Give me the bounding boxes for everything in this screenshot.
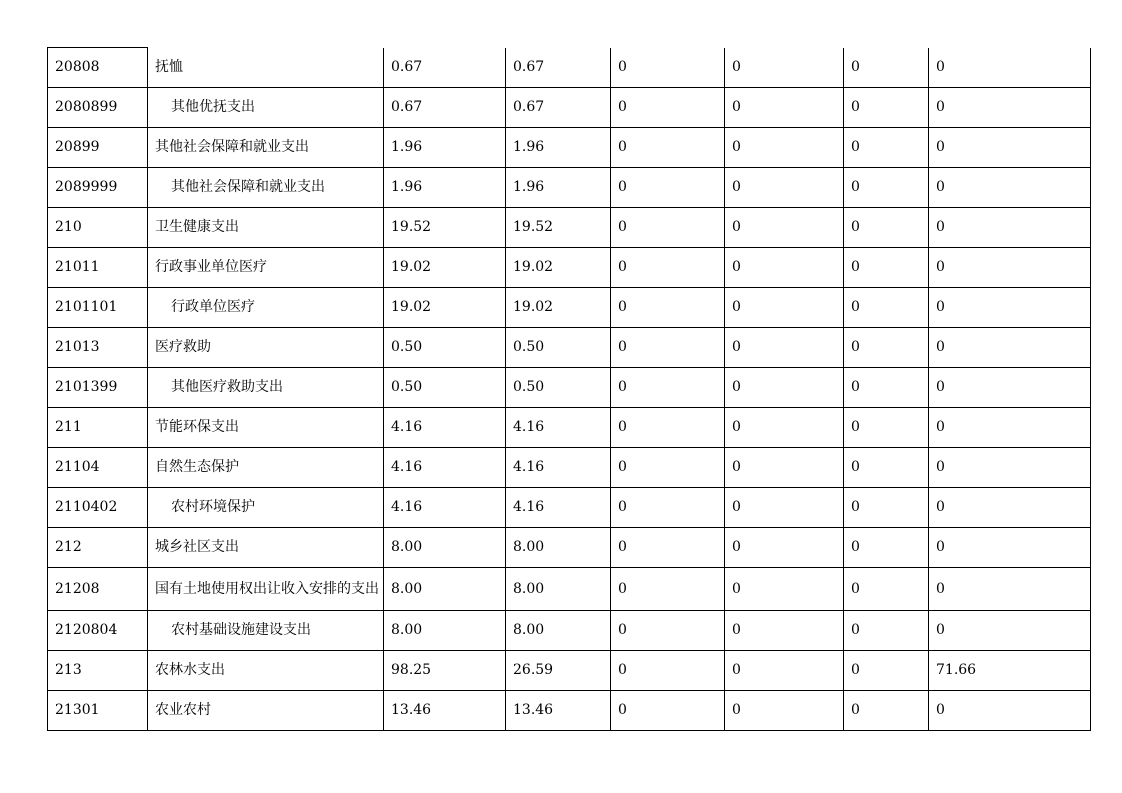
- table-row: [48, 368, 1091, 408]
- amount-cell: 0: [725, 568, 844, 611]
- amount-cell: 8.00: [506, 528, 611, 568]
- function-code-cell: 2080899: [48, 88, 148, 128]
- amount-cell: 0: [929, 368, 1091, 408]
- amount-cell: 0.50: [506, 368, 611, 408]
- table-row: [48, 691, 1091, 731]
- function-code-cell: 21301: [48, 691, 148, 731]
- amount-cell: 0.50: [506, 328, 611, 368]
- amount-cell: 0: [725, 611, 844, 651]
- function-name-cell: 其他医疗救助支出: [148, 368, 384, 408]
- amount-cell: 8.00: [506, 611, 611, 651]
- amount-cell: 0: [725, 288, 844, 328]
- amount-cell: 0: [929, 88, 1091, 128]
- table-row: [48, 328, 1091, 368]
- table-row: [48, 88, 1091, 128]
- function-code-cell: 212: [48, 528, 148, 568]
- amount-cell: 0: [929, 611, 1091, 651]
- amount-cell: 0: [611, 408, 725, 448]
- amount-cell: 0: [844, 208, 929, 248]
- function-name-cell: 其他社会保障和就业支出: [148, 168, 384, 208]
- amount-cell: 0: [725, 48, 844, 88]
- table-row: [48, 568, 1091, 611]
- amount-cell: 1.96: [506, 128, 611, 168]
- amount-cell: 0: [725, 691, 844, 731]
- amount-cell: 0: [725, 488, 844, 528]
- amount-cell: 8.00: [506, 568, 611, 611]
- function-code-cell: 213: [48, 651, 148, 691]
- amount-cell: 0: [929, 128, 1091, 168]
- amount-cell: 0: [725, 248, 844, 288]
- function-name-cell: 农村环境保护: [148, 488, 384, 528]
- amount-cell: 0: [929, 288, 1091, 328]
- amount-cell: 0: [929, 408, 1091, 448]
- table-row: [48, 248, 1091, 288]
- amount-cell: 0: [929, 448, 1091, 488]
- amount-cell: 0: [929, 328, 1091, 368]
- amount-cell: 0.67: [384, 88, 506, 128]
- amount-cell: 0: [611, 691, 725, 731]
- amount-cell: 0: [725, 368, 844, 408]
- function-name-cell: 国有土地使用权出让收入安排的支出: [148, 568, 384, 611]
- table-body: [48, 48, 1091, 731]
- amount-cell: 0: [611, 651, 725, 691]
- function-name-cell: 行政事业单位医疗: [148, 248, 384, 288]
- amount-cell: 0: [611, 528, 725, 568]
- function-code-cell: 2101399: [48, 368, 148, 408]
- function-code-cell: 21104: [48, 448, 148, 488]
- amount-cell: 0.50: [384, 368, 506, 408]
- amount-cell: 0: [844, 611, 929, 651]
- table-row: [48, 48, 1091, 88]
- function-code-cell: 20899: [48, 128, 148, 168]
- amount-cell: 0: [929, 691, 1091, 731]
- amount-cell: 0: [844, 328, 929, 368]
- function-name-cell: 自然生态保护: [148, 448, 384, 488]
- amount-cell: 19.52: [384, 208, 506, 248]
- amount-cell: 0: [611, 128, 725, 168]
- function-code-cell: 2110402: [48, 488, 148, 528]
- amount-cell: 8.00: [384, 568, 506, 611]
- amount-cell: 0: [844, 568, 929, 611]
- function-name-cell: 其他优抚支出: [148, 88, 384, 128]
- amount-cell: 19.02: [506, 288, 611, 328]
- amount-cell: 0: [611, 488, 725, 528]
- function-code-cell: 21011: [48, 248, 148, 288]
- table-row: [48, 208, 1091, 248]
- amount-cell: 0: [611, 88, 725, 128]
- function-code-cell: 210: [48, 208, 148, 248]
- amount-cell: 0: [725, 408, 844, 448]
- amount-cell: 0.67: [506, 48, 611, 88]
- function-code-cell: 20808: [48, 48, 148, 88]
- amount-cell: 19.02: [384, 288, 506, 328]
- amount-cell: 0: [725, 651, 844, 691]
- amount-cell: 0: [725, 328, 844, 368]
- amount-cell: 0: [929, 528, 1091, 568]
- amount-cell: 0: [611, 288, 725, 328]
- function-code-cell: 2089999: [48, 168, 148, 208]
- function-code-cell: 21013: [48, 328, 148, 368]
- function-name-cell: 农村基础设施建设支出: [148, 611, 384, 651]
- table-row: [48, 651, 1091, 691]
- function-code-cell: 2101101: [48, 288, 148, 328]
- amount-cell: 1.96: [506, 168, 611, 208]
- amount-cell: 0: [929, 48, 1091, 88]
- amount-cell: 0: [611, 568, 725, 611]
- function-code-cell: 21208: [48, 568, 148, 611]
- function-name-cell: 行政单位医疗: [148, 288, 384, 328]
- amount-cell: 0: [611, 328, 725, 368]
- budget-table: [47, 47, 1091, 731]
- amount-cell: 0: [611, 48, 725, 88]
- amount-cell: 0: [611, 448, 725, 488]
- amount-cell: 4.16: [506, 488, 611, 528]
- table-row: [48, 288, 1091, 328]
- table-row: [48, 528, 1091, 568]
- amount-cell: 0: [844, 368, 929, 408]
- amount-cell: 0: [844, 528, 929, 568]
- amount-cell: 0: [611, 368, 725, 408]
- function-code-cell: 2120804: [48, 611, 148, 651]
- amount-cell: 0: [611, 611, 725, 651]
- amount-cell: 0.67: [384, 48, 506, 88]
- function-name-cell: 其他社会保障和就业支出: [148, 128, 384, 168]
- amount-cell: 0: [929, 168, 1091, 208]
- table-row: [48, 168, 1091, 208]
- amount-cell: 0: [844, 691, 929, 731]
- function-name-cell: 农业农村: [148, 691, 384, 731]
- table-row: [48, 488, 1091, 528]
- amount-cell: 4.16: [384, 448, 506, 488]
- amount-cell: 0: [844, 48, 929, 88]
- amount-cell: 4.16: [384, 488, 506, 528]
- amount-cell: 4.16: [506, 408, 611, 448]
- amount-cell: 1.96: [384, 128, 506, 168]
- amount-cell: 0: [844, 488, 929, 528]
- amount-cell: 0: [929, 568, 1091, 611]
- amount-cell: 0: [611, 168, 725, 208]
- amount-cell: 0: [725, 128, 844, 168]
- amount-cell: 0: [725, 528, 844, 568]
- amount-cell: 13.46: [506, 691, 611, 731]
- amount-cell: 19.52: [506, 208, 611, 248]
- amount-cell: 0: [844, 408, 929, 448]
- table-row: [48, 448, 1091, 488]
- amount-cell: 4.16: [506, 448, 611, 488]
- amount-cell: 0.67: [506, 88, 611, 128]
- amount-cell: 0: [725, 168, 844, 208]
- amount-cell: 0: [725, 88, 844, 128]
- function-name-cell: 抚恤: [148, 48, 384, 88]
- amount-cell: 0: [844, 248, 929, 288]
- amount-cell: 0: [611, 208, 725, 248]
- amount-cell: 0: [611, 248, 725, 288]
- function-name-cell: 医疗救助: [148, 328, 384, 368]
- function-name-cell: 农林水支出: [148, 651, 384, 691]
- amount-cell: 0: [725, 448, 844, 488]
- amount-cell: 98.25: [384, 651, 506, 691]
- table-row: [48, 408, 1091, 448]
- amount-cell: 0: [844, 88, 929, 128]
- amount-cell: 19.02: [506, 248, 611, 288]
- amount-cell: 0: [725, 208, 844, 248]
- amount-cell: 4.16: [384, 408, 506, 448]
- amount-cell: 0: [844, 448, 929, 488]
- table-row: [48, 611, 1091, 651]
- amount-cell: 13.46: [384, 691, 506, 731]
- amount-cell: 8.00: [384, 611, 506, 651]
- amount-cell: 19.02: [384, 248, 506, 288]
- amount-cell: 0: [929, 248, 1091, 288]
- function-name-cell: 卫生健康支出: [148, 208, 384, 248]
- amount-cell: 0: [844, 288, 929, 328]
- amount-cell: 0: [844, 128, 929, 168]
- function-name-cell: 城乡社区支出: [148, 528, 384, 568]
- amount-cell: 0.50: [384, 328, 506, 368]
- amount-cell: 0: [844, 168, 929, 208]
- table-row: [48, 128, 1091, 168]
- amount-cell: 1.96: [384, 168, 506, 208]
- function-code-cell: 211: [48, 408, 148, 448]
- amount-cell: 71.66: [929, 651, 1091, 691]
- amount-cell: 0: [929, 488, 1091, 528]
- amount-cell: 8.00: [384, 528, 506, 568]
- amount-cell: 0: [929, 208, 1091, 248]
- function-name-cell: 节能环保支出: [148, 408, 384, 448]
- amount-cell: 26.59: [506, 651, 611, 691]
- amount-cell: 0: [844, 651, 929, 691]
